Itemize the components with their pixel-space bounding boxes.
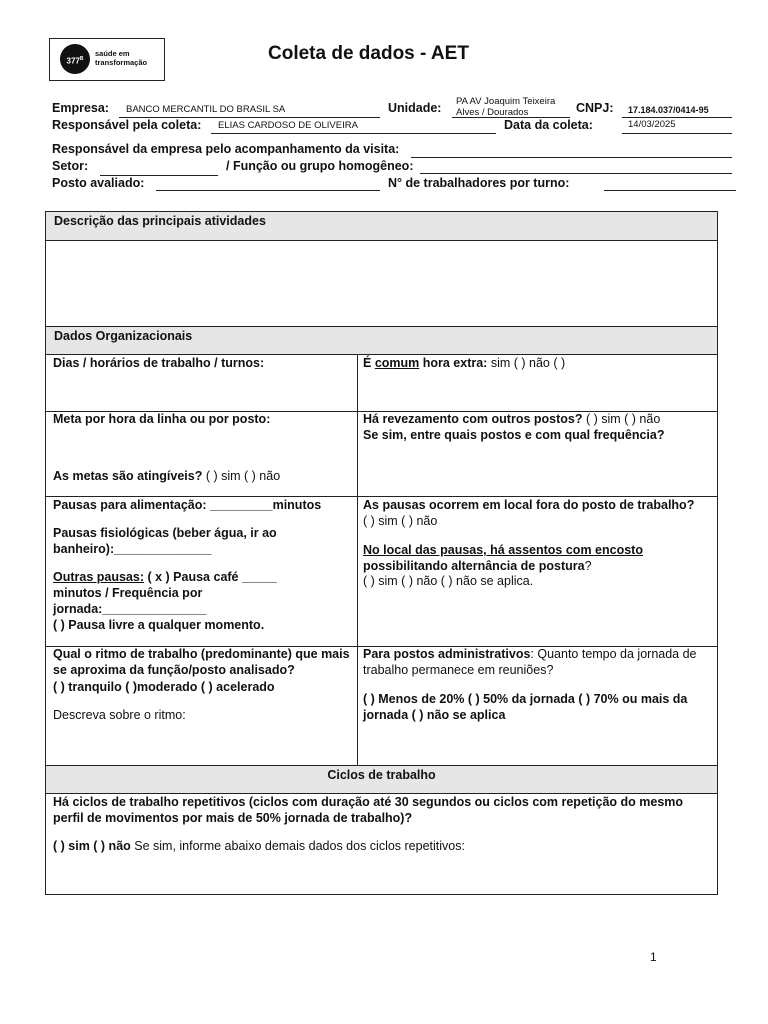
form-table <box>45 211 718 895</box>
logo-mark: $377^B$ <box>60 44 90 74</box>
ritmo-q: Qual o ritmo de trabalho (predominante) que mais se aproxima da função/posto analisado? <box>53 647 350 677</box>
funcao-label: / Função ou grupo homogêneo: <box>226 159 414 173</box>
funcao-line <box>420 173 732 174</box>
dias-label: Dias / horários de trabalho / turnos: <box>53 356 265 370</box>
cnpj-label: CNPJ: <box>576 101 614 115</box>
adm-opts[interactable]: ( ) Menos de 20% ( ) 50% da jornada ( ) 70% ou mais da jornada ( ) não se aplica <box>363 692 688 722</box>
unidade-value[interactable]: PA AV Joaquim Teixeira Alves / Dourados <box>456 96 556 118</box>
revezamento-q[interactable]: Há revezamento com outros postos? ( ) sim ( ) não Se sim, entre quais postos e com qual frequência? <box>363 412 665 442</box>
data-label: Data da coleta: <box>504 118 593 132</box>
page-number: 1 <box>650 950 657 964</box>
ciclos-opts[interactable]: ( ) sim ( ) não Se sim, informe abaixo demais dados dos ciclos repetitivos: <box>53 839 465 853</box>
assentos-q: No local das pausas, há assentos com encosto possibilitando alternância de postura? <box>363 543 643 573</box>
pausas-fisiologicas[interactable]: Pausas fisiológicas (beber água, ir ao banheiro):______________ <box>53 526 277 556</box>
ritmo-desc[interactable]: Descreva sobre o ritmo: <box>53 708 186 722</box>
unidade-label: Unidade: <box>388 101 442 115</box>
ritmo-opts[interactable]: ( ) tranquilo ( )moderado ( ) acelerado <box>53 680 275 694</box>
descricao-field[interactable] <box>46 241 717 326</box>
posto-label: Posto avaliado: <box>52 176 145 190</box>
acompanhamento-line <box>411 157 732 158</box>
logo <box>49 38 165 81</box>
cnpj-line <box>622 117 732 118</box>
adm-q: Para postos administrativos: Quanto tempo da jornada de trabalho permanece em reuniões? <box>363 647 697 677</box>
responsavel-value[interactable]: ELIAS CARDOSO DE OLIVEIRA <box>218 120 358 131</box>
cnpj-value[interactable]: 17.184.037/0414-95 <box>628 105 709 115</box>
trabalhadores-label: N° de trabalhadores por turno: <box>388 176 570 190</box>
column-divider <box>357 355 358 765</box>
ciclos-header: Ciclos de trabalho <box>46 765 717 794</box>
meta-label: Meta por hora da linha ou por posto: <box>53 412 271 426</box>
setor-label: Setor: <box>52 159 89 173</box>
data-line <box>622 133 732 134</box>
descricao-header: Descrição das principais atividades <box>46 212 717 241</box>
ciclos-q: Há ciclos de trabalho repetitivos (ciclos com duração até 30 segundos ou ciclos com repetição do mesmo perfil de movimentos por mais de 50% jornada de trabalho)? <box>53 795 684 825</box>
trabalhadores-line <box>604 190 736 191</box>
page-title: Coleta de dados - AET <box>268 43 469 64</box>
posto-line <box>156 190 380 191</box>
pausa-livre[interactable]: ( ) Pausa livre a qualquer momento. <box>53 618 265 632</box>
assentos-opts[interactable]: ( ) sim ( ) não ( ) não se aplica. <box>363 574 534 588</box>
pausas-local-opts[interactable]: ( ) sim ( ) não <box>363 514 438 528</box>
responsavel-line <box>211 133 496 134</box>
pausas-local-q: As pausas ocorrem em local fora do posto de trabalho? <box>363 498 695 512</box>
empresa-label: Empresa: <box>52 101 109 115</box>
outras-pausas[interactable]: Outras pausas: ( x ) Pausa café _____ minutos / Frequência por jornada:_______________ <box>53 570 277 616</box>
metas-atingiveis-q[interactable]: As metas são atingíveis? ( ) sim ( ) não <box>53 469 281 483</box>
dados-header: Dados Organizacionais <box>46 326 717 355</box>
data-value[interactable]: 14/03/2025 <box>628 119 676 130</box>
hora-extra-q[interactable]: É comum hora extra: sim ( ) não ( ) <box>363 356 566 370</box>
responsavel-label: Responsável pela coleta: <box>52 118 202 132</box>
logo-text: saúde em transformação <box>95 49 148 67</box>
empresa-value[interactable]: BANCO MERCANTIL DO BRASIL SA <box>126 104 286 115</box>
pausas-alimentacao[interactable]: Pausas para alimentação: _________minutos <box>53 498 322 512</box>
acompanhamento-label: Responsável da empresa pelo acompanhamento da visita: <box>52 142 400 156</box>
